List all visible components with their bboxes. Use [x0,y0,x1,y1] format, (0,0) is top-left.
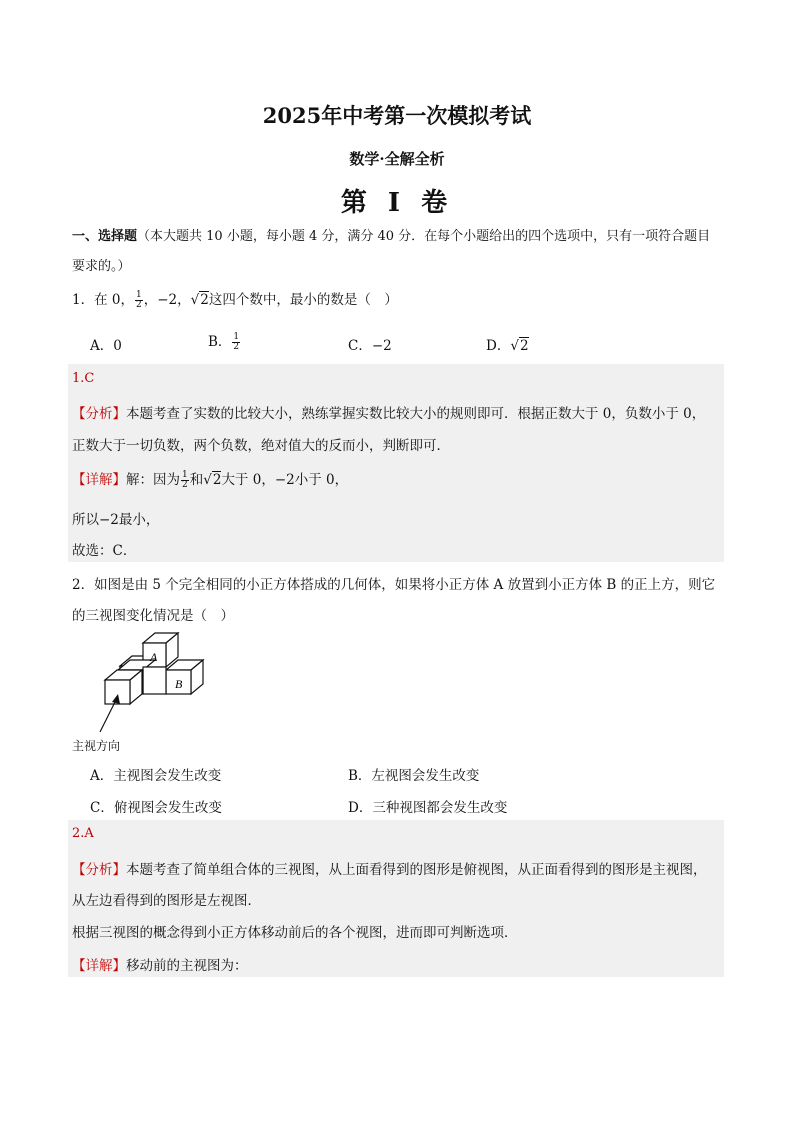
figure-caption: 主视方向 [72,739,121,753]
q1-detail-sqrt-symbol: √ [203,472,212,488]
section-text: （本大题共 10 小题，每小题 4 分，满分 40 分．在每个小题给出的四个选项中，只有一项符合题目要求的。） [72,229,711,274]
q1-answer-panel [68,364,724,562]
q1-answer-id: 1.C [72,371,95,386]
q1-detail-and: 和 [189,472,204,488]
cube-label-b: B [175,677,183,691]
q1-sqrt-symbol: √ [190,292,200,308]
q2-option-c: C．俯视图会发生改变 [90,800,222,816]
page-subtitle: 数学·全解全析 [349,150,445,168]
q2-analysis-text1: 本题考查了简单组合体的三视图，从上面看得到的图形是俯视图，从正面看得到的图形是主视图， [126,862,707,878]
q1-analysis-line2: 正数大于一切负数，两个负数，绝对值大的反而小，判断即可． [72,438,450,454]
section-label: 一、选择题 [72,229,138,244]
q2-analysis-line1 [72,858,707,878]
q1-detail-denominator: 2 [182,480,188,490]
q2-detail-tag: 【详解】 [72,958,126,974]
q2-answer-id: 2.A [72,826,94,841]
q1-detail-tag: 【详解】 [72,472,126,488]
q1-option-d-label: D． [486,338,511,354]
question-2-stem-line2: 的三视图变化情况是（ ） [72,608,234,624]
q2-option-b: B．左视图会发生改变 [348,768,480,784]
q2-option-a: A．主视图会发生改变 [90,768,222,784]
q1-option-b [208,330,241,352]
q1-detail-sqrt-arg: 2 [212,472,222,488]
q1-option-d-sqrt-symbol: √ [510,338,519,354]
q1-analysis-tag: 【分析】 [72,406,126,422]
q1-sqrt-arg: 2 [200,292,209,308]
q1-option-b-fraction [232,333,240,352]
q1-fraction [135,291,143,310]
q1-mid: ，−2， [143,292,191,308]
q1-analysis-line1 [72,402,705,422]
q2-detail-text: 移动前的主视图为： [126,958,248,974]
q1-option-b-numerator: 1 [233,332,240,342]
q2-analysis-tag: 【分析】 [72,862,126,878]
q1-option-c: C．−2 [348,338,392,354]
q1-frac-denominator: 2 [135,300,142,310]
q1-option-d-sqrt-arg: 2 [519,338,529,354]
q1-detail [72,468,348,490]
cube-figure [70,628,220,753]
cube-drawing [105,633,203,704]
q1-option-b-label: B． [208,334,232,350]
page-title: 2025年中考第一次模拟考试 [262,103,532,128]
section-instructions [72,222,722,282]
q1-detail-fraction [181,471,189,490]
q2-analysis-line3: 根据三视图的概念得到小正方体移动前后的各个视图，进而即可判断选项． [72,925,518,941]
q1-option-a: A．0 [90,338,122,354]
q1-option-d [486,334,529,354]
q1-detail-post: 大于 0，−2小于 0， [221,472,349,488]
q1-analysis-text1: 本题考查了实数的比较大小，熟练掌握实数比较大小的规则即可．根据正数大于 0，负数小于 0， [126,406,706,422]
volume-heading: 第 I 卷 [340,188,454,218]
cube-label-a: A [150,650,158,664]
q1-detail-pre: 解：因为 [126,472,180,488]
q1-detail-numerator: 1 [182,470,188,480]
question-2-stem-line1: 2．如图是由 5 个完全相同的小正方体搭成的几何体，如果将小正方体 A 放置到小正方体 B 的正上方，则它 [72,577,716,593]
q1-conclusion: 所以−2最小， [72,512,160,528]
q1-prefix: 1．在 0， [72,292,134,308]
q2-detail [72,954,248,974]
q2-analysis-line2: 从左边看得到的图形是左视图． [72,893,261,909]
q1-suffix: 这四个数中，最小的数是（ ） [208,292,398,308]
q2-option-d: D．三种视图都会发生改变 [348,800,508,816]
q1-frac-numerator: 1 [135,290,142,300]
q1-option-b-denominator: 2 [233,342,240,352]
question-1-stem [72,288,398,310]
q1-choice: 故选：C． [72,543,137,559]
